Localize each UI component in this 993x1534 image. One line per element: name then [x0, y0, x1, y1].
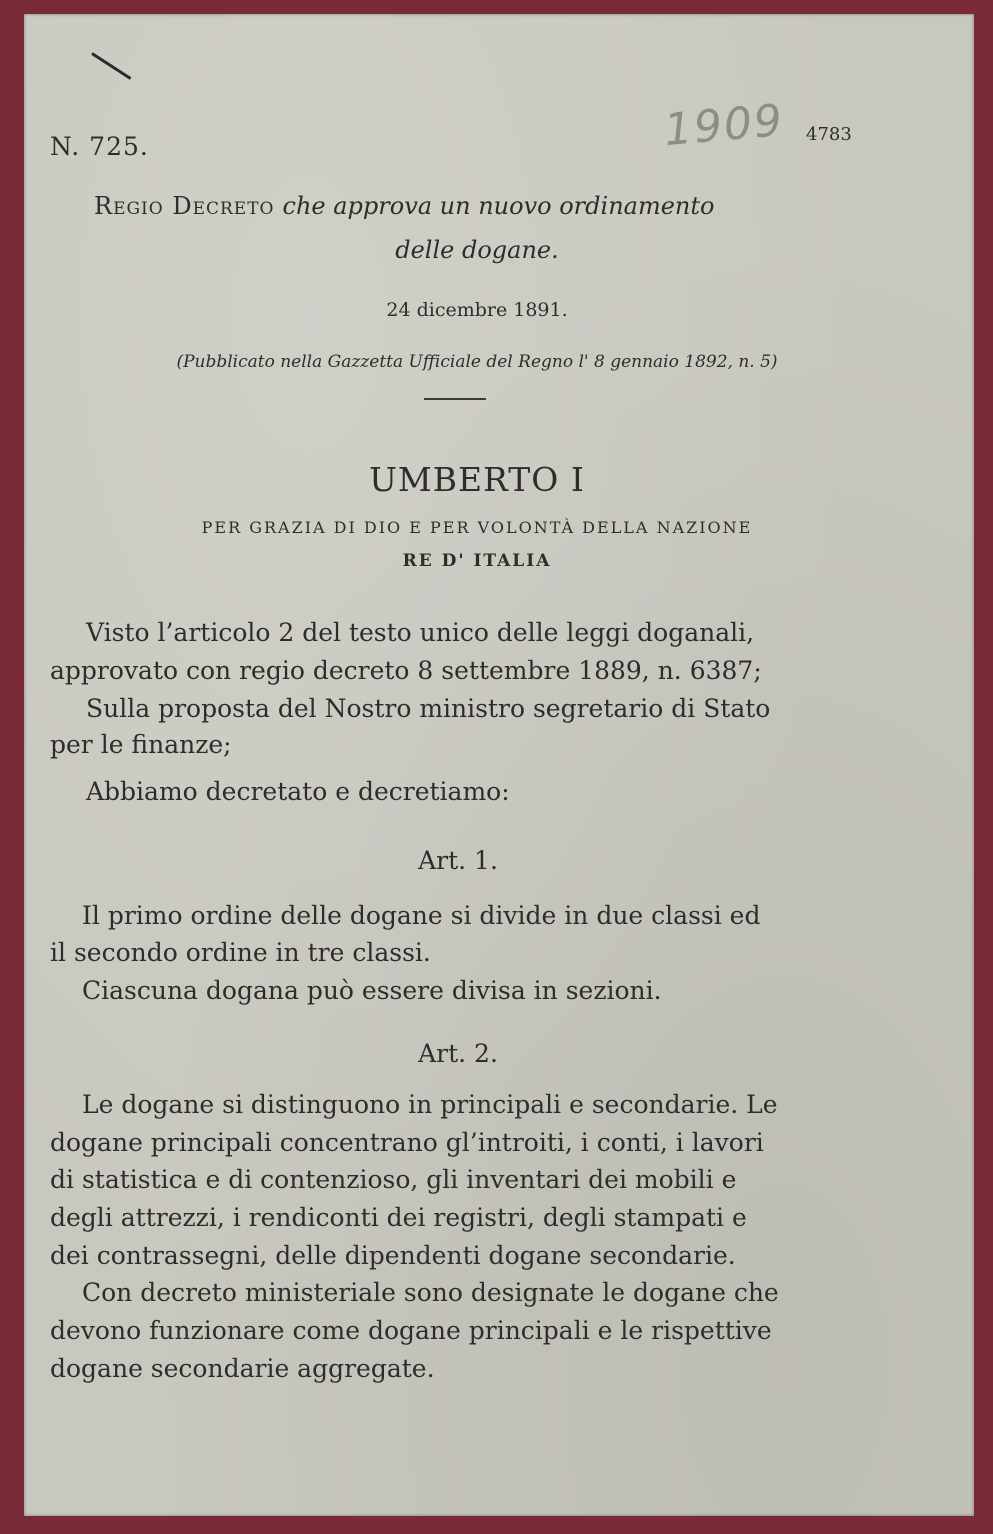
decree-title-prefix: Regio Decreto [94, 192, 275, 220]
article-1-line: Il primo ordine delle dogane si divide in due classi ed [82, 901, 761, 930]
separator-rule [424, 398, 486, 400]
article-2-line: Le dogane si distinguono in principali e secondarie. Le [82, 1090, 778, 1119]
decree-title [94, 192, 714, 220]
article-1-line: Ciascuna dogana può essere divisa in sezioni. [82, 976, 662, 1005]
pen-scratch-mark [91, 52, 131, 80]
publication-note: (Pubblicato nella Gazzetta Ufficiale del Regno l' 8 gennaio 1892, n. 5) [176, 352, 778, 372]
document-page [24, 14, 974, 1516]
article-2-line: degli attrezzi, i rendiconti dei registri, degli stampati e [50, 1203, 747, 1232]
article-2-line: di statistica e di contenzioso, gli inventari dei mobili e [50, 1165, 737, 1194]
article-2-line: dogane principali concentrano gl’introiti, i conti, i lavori [50, 1128, 764, 1157]
preamble-line: per le finanze; [50, 730, 232, 759]
preamble-line: Visto l’articolo 2 del testo unico delle leggi doganali, [86, 618, 755, 647]
king-name: UMBERTO I [369, 460, 585, 499]
article-2-line: devono funzionare come dogane principali e le rispettive [50, 1316, 772, 1345]
decree-title-line2: delle dogane. [395, 236, 559, 264]
article-1-line: il secondo ordine in tre classi. [50, 938, 431, 967]
preamble-line: Abbiamo decretato e decretiamo: [86, 777, 510, 806]
handwritten-year: 1909 [662, 94, 786, 157]
king-title: RE D' ITALIA [402, 551, 552, 571]
page-number: 4783 [806, 124, 852, 145]
preamble-line: approvato con regio decreto 8 settembre 1889, n. 6387; [50, 656, 762, 685]
article-2-line: Con decreto ministeriale sono designate le dogane che [82, 1278, 779, 1307]
decree-title-rest: che approva un nuovo ordinamento [282, 192, 715, 220]
decree-date: 24 dicembre 1891. [386, 299, 568, 321]
article-1-heading: Art. 1. [418, 846, 498, 875]
king-grace-line: PER GRAZIA DI DIO E PER VOLONTÀ DELLA NAZIONE [201, 518, 753, 537]
article-2-heading: Art. 2. [418, 1039, 498, 1068]
decree-number: N. 725. [50, 132, 149, 161]
preamble-line: Sulla proposta del Nostro ministro segretario di Stato [86, 694, 771, 723]
article-2-line: dei contrassegni, delle dipendenti dogane secondarie. [50, 1241, 736, 1270]
article-2-line: dogane secondarie aggregate. [50, 1354, 435, 1383]
